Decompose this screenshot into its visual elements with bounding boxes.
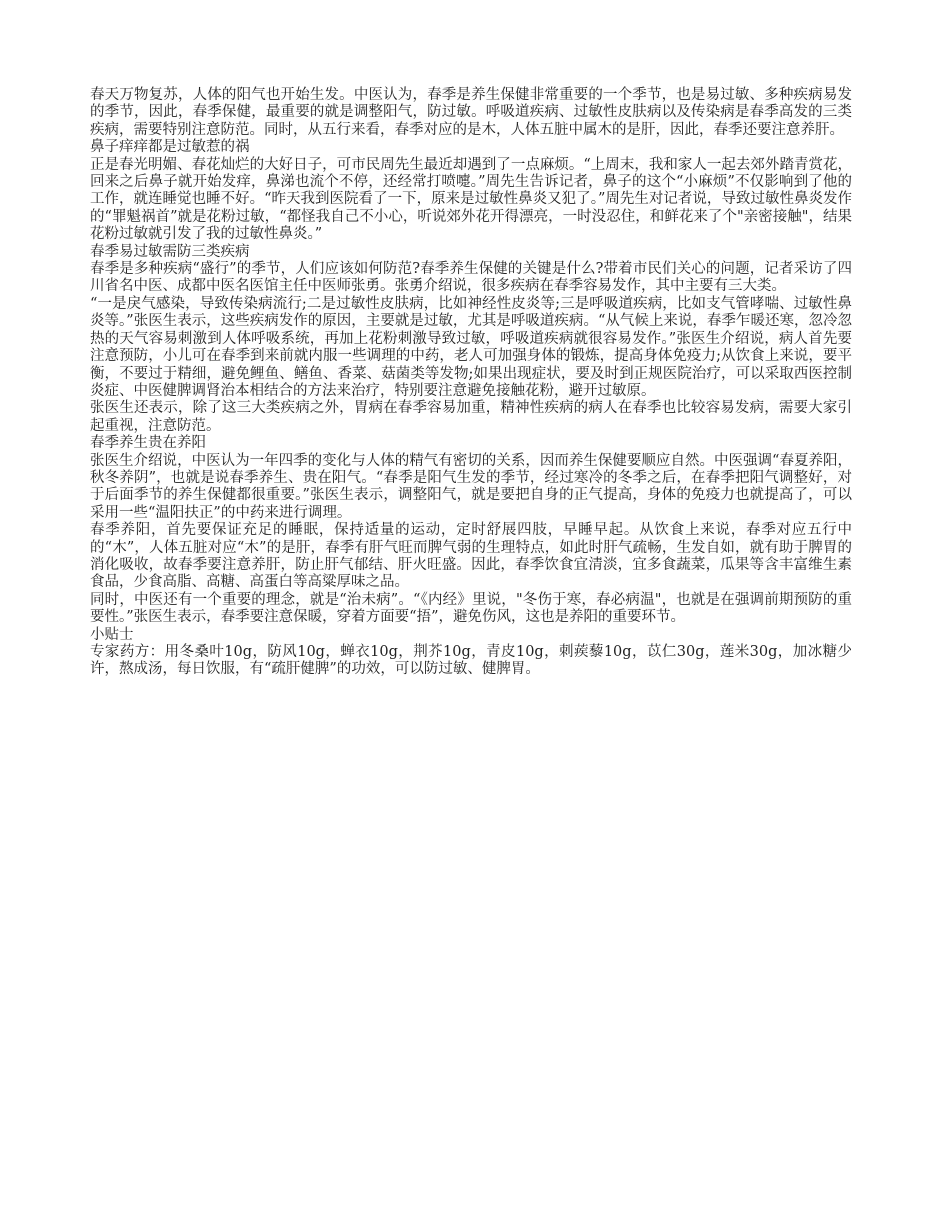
yang-theory-paragraph: 张医生介绍说，中医认为一年四季的变化与人体的精气有密切的关系，因而养生保健要顺应自然。中医强调“春夏养阳，秋冬养阴”，也就是说春季养生、贵在阳气。“春季是阳气生发的季节，经过寒冷的冬季之后，在春季把阳气调整好，对于后面季节的养生保健都很重要。”张医生表示，调整阳气，就是要把自身的正气提高，身体的免疫力也就提高了，可以采用一些“温阳扶正”的中药来进行调理。	[90, 452, 852, 521]
section-heading-nourish-yang: 春季养生贵在养阳	[90, 435, 206, 452]
section-heading-tips: 小贴士	[90, 626, 134, 643]
prevention-paragraph: 同时，中医还有一个重要的理念，就是“治未病”。“《内经》里说，"冬伤于寒，春必病温"，也就是在强调前期预防的重要性。”张医生表示，春季要注意保暖，穿着方面要“捂”，避免伤风，这也是养阳的重要环节。	[90, 591, 852, 626]
section-heading-allergy-rhinitis: 鼻子痒痒都是过敏惹的祸	[90, 139, 250, 156]
intro-paragraph: 春天万物复苏，人体的阳气也开始生发。中医认为，春季是养生保健非常重要的一个季节，也是易过敏、多种疾病易发的季节，因此，春季保健，最重要的就是调整阳气，防过敏。呼吸道疾病、过敏性皮肤病以及传染病是春季高发的三类疾病，需要特别注意防范。同时，从五行来看，春季对应的是木，人体五脏中属木的是肝，因此，春季还要注意养肝。	[90, 87, 852, 138]
story-paragraph: 正是春光明媚、春花灿烂的大好日子，可市民周先生最近却遇到了一点麻烦。“上周末，我和家人一起去郊外踏青赏花，回来之后鼻子就开始发痒，鼻涕也流个不停，还经常打喷嚏。”周先生告诉记者，鼻子的这个“小麻烦”不仅影响到了他的工作，就连睡觉也睡不好。“昨天我到医院看了一下，原来是过敏性鼻炎又犯了。”周先生对记者说，导致过敏性鼻炎发作的“罪魁祸首”就是花粉过敏，“都怪我自己不小心，听说郊外花开得漂亮，一时没忍住，和鲜花来了个"亲密接触"，结果花粉过敏就引发了我的过敏性鼻炎。”	[90, 156, 852, 243]
prescription-paragraph: 专家药方：用冬桑叶10g，防风10g，蝉衣10g，荆芥10g，青皮10g，刺蒺藜10g，苡仁30g，莲米30g，加冰糖少许，熬成汤，每日饮服，有“疏肝健脾”的功效，可以防过敏、健脾胃。	[90, 644, 852, 678]
lifestyle-diet-paragraph: 春季养阳，首先要保证充足的睡眠，保持适量的运动，定时舒展四肢，早睡早起。从饮食上来说，春季对应五行中的“木”，人体五脏对应“木”的是肝，春季有肝气旺而脾气弱的生理特点，如此时肝气疏畅，生发自如，就有助于脾胃的消化吸收，故春季要注意养肝，防止肝气郁结、肝火旺盛。因此，春季饮食宜清淡，宜多食蔬菜，瓜果等含丰富维生素食品，少食高脂、高糖、高蛋白等高粱厚味之品。	[90, 522, 852, 591]
interview-intro-paragraph: 春季是多种疾病“盛行”的季节，人们应该如何防范?春季养生保健的关键是什么?带着市民们关心的问题，记者采访了四川省名中医、成都中医名医馆主任中医师张勇。张勇介绍说，很多疾病在春季容易发作，其中主要有三大类。	[90, 261, 852, 295]
other-diseases-paragraph: 张医生还表示，除了这三大类疾病之外，胃病在春季容易加重，精神性疾病的病人在春季也比较容易发病，需要大家引起重视，注意防范。	[90, 400, 852, 434]
section-heading-three-diseases: 春季易过敏需防三类疾病	[90, 243, 250, 260]
disease-types-paragraph: “一是戾气感染，导致传染病流行;二是过敏性皮肤病，比如神经性皮炎等;三是呼吸道疾病，比如支气管哮喘、过敏性鼻炎等。”张医生表示，这些疾病发作的原因，主要就是过敏，尤其是呼吸道疾病。“从气候上来说，春季乍暖还寒，忽冷忽热的天气容易刺激到人体呼吸系统，再加上花粉刺激导致过敏，呼吸道疾病就很容易发作。”张医生介绍说，病人首先要注意预防，小儿可在春季到来前就内服一些调理的中药，老人可加强身体的锻炼，提高身体免疫力;从饮食上来说，要平衡，不要过于精细，避免鲤鱼、鳝鱼、香菜、菇菌类等发物;如果出现症状，要及时到正规医院治疗，可以采取西医控制炎症、中医健脾调肾治本相结合的方法来治疗，特别要注意避免接触花粉，避开过敏原。	[90, 295, 852, 399]
article-body	[90, 87, 852, 679]
